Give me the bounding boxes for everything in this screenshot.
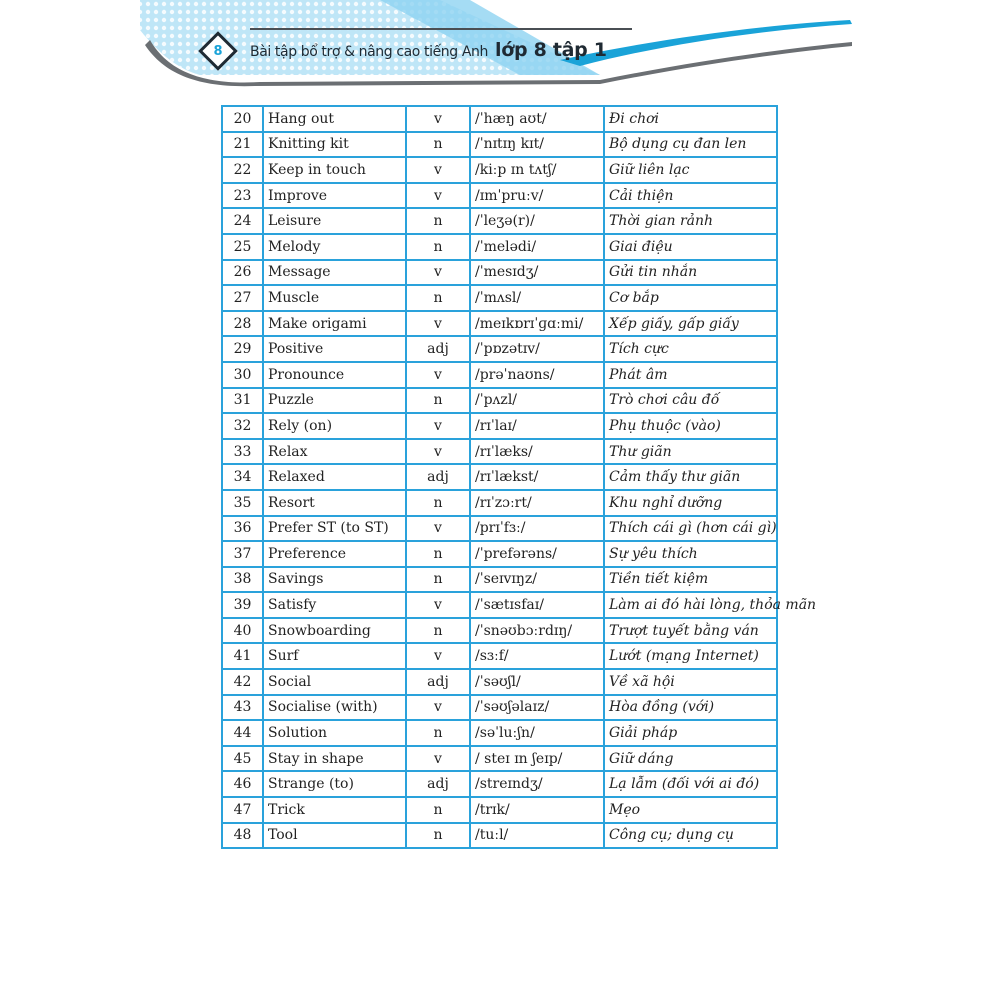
entry-meaning: Về xã hội <box>604 669 777 695</box>
running-header-title <box>250 39 607 61</box>
entry-word: Snowboarding <box>263 618 406 644</box>
table-row <box>222 183 777 209</box>
entry-part-of-speech: v <box>406 695 470 721</box>
entry-word: Message <box>263 260 406 286</box>
table-row <box>222 669 777 695</box>
entry-part-of-speech: adj <box>406 464 470 490</box>
entry-part-of-speech: n <box>406 234 470 260</box>
entry-word: Surf <box>263 643 406 669</box>
entry-part-of-speech: n <box>406 541 470 567</box>
entry-number: 48 <box>222 823 263 849</box>
entry-word: Prefer ST (to ST) <box>263 516 406 542</box>
entry-part-of-speech: v <box>406 643 470 669</box>
entry-word: Relaxed <box>263 464 406 490</box>
entry-word: Knitting kit <box>263 132 406 158</box>
table-row <box>222 388 777 414</box>
entry-number: 41 <box>222 643 263 669</box>
entry-part-of-speech: n <box>406 208 470 234</box>
entry-number: 24 <box>222 208 263 234</box>
entry-word: Rely (on) <box>263 413 406 439</box>
entry-part-of-speech: adj <box>406 771 470 797</box>
vocabulary-table <box>221 105 817 849</box>
entry-meaning: Hòa đồng (với) <box>604 695 777 721</box>
entry-pronunciation: /meɪkɒrɪˈɡɑːmi/ <box>470 311 604 337</box>
entry-number: 26 <box>222 260 263 286</box>
entry-part-of-speech: v <box>406 746 470 772</box>
entry-number: 33 <box>222 439 263 465</box>
entry-number: 36 <box>222 516 263 542</box>
entry-part-of-speech: n <box>406 388 470 414</box>
entry-part-of-speech: n <box>406 797 470 823</box>
entry-word: Relax <box>263 439 406 465</box>
entry-meaning: Giữ liên lạc <box>604 157 777 183</box>
entry-meaning: Mẹo <box>604 797 777 823</box>
entry-pronunciation: /ˈmesɪdʒ/ <box>470 260 604 286</box>
table-row <box>222 439 777 465</box>
entry-word: Socialise (with) <box>263 695 406 721</box>
entry-meaning: Tích cực <box>604 336 777 362</box>
entry-number: 43 <box>222 695 263 721</box>
entry-pronunciation: /ˈsnəʊbɔːrdɪŋ/ <box>470 618 604 644</box>
table-row <box>222 746 777 772</box>
entry-pronunciation: /ˈsætɪsfaɪ/ <box>470 592 604 618</box>
book-grade: lớp 8 tập 1 <box>495 39 607 61</box>
entry-number: 35 <box>222 490 263 516</box>
entry-pronunciation: /ˈpɒzətɪv/ <box>470 336 604 362</box>
table-row <box>222 720 777 746</box>
entry-pronunciation: /ˈnɪtɪŋ kɪt/ <box>470 132 604 158</box>
entry-meaning: Phụ thuộc (vào) <box>604 413 777 439</box>
entry-word: Savings <box>263 567 406 593</box>
entry-meaning: Giải pháp <box>604 720 777 746</box>
entry-number: 22 <box>222 157 263 183</box>
entry-part-of-speech: n <box>406 285 470 311</box>
entry-meaning: Thời gian rảnh <box>604 208 777 234</box>
entry-meaning: Lướt (mạng Internet) <box>604 643 777 669</box>
entry-number: 31 <box>222 388 263 414</box>
entry-number: 39 <box>222 592 263 618</box>
entry-number: 23 <box>222 183 263 209</box>
entry-word: Melody <box>263 234 406 260</box>
page-number: 8 <box>213 43 223 59</box>
entry-meaning: Bộ dụng cụ đan len <box>604 132 777 158</box>
table-row <box>222 592 777 618</box>
entry-part-of-speech: n <box>406 823 470 849</box>
entry-meaning: Khu nghỉ dưỡng <box>604 490 777 516</box>
entry-meaning: Gửi tin nhắn <box>604 260 777 286</box>
entry-pronunciation: /ˈmelədi/ <box>470 234 604 260</box>
entry-part-of-speech: n <box>406 567 470 593</box>
entry-meaning: Cảm thấy thư giãn <box>604 464 777 490</box>
entry-pronunciation: /ˈhæŋ aʊt/ <box>470 106 604 132</box>
entry-word: Trick <box>263 797 406 823</box>
page-number-badge <box>204 37 232 65</box>
entry-meaning: Trò chơi câu đố <box>604 388 777 414</box>
entry-pronunciation: /rɪˈzɔːrt/ <box>470 490 604 516</box>
vocabulary-table-body <box>222 106 817 848</box>
entry-part-of-speech: n <box>406 618 470 644</box>
entry-pronunciation: /tuːl/ <box>470 823 604 849</box>
entry-meaning: Phát âm <box>604 362 777 388</box>
table-row <box>222 157 777 183</box>
entry-pronunciation: /sɜːf/ <box>470 643 604 669</box>
table-row <box>222 464 777 490</box>
table-row <box>222 567 777 593</box>
entry-meaning: Lạ lẫm (đối với ai đó) <box>604 771 777 797</box>
table-row <box>222 208 777 234</box>
page-header <box>0 0 1000 100</box>
entry-part-of-speech: v <box>406 157 470 183</box>
entry-pronunciation: /ˈprefərəns/ <box>470 541 604 567</box>
entry-pronunciation: /ˈmʌsl/ <box>470 285 604 311</box>
entry-part-of-speech: adj <box>406 669 470 695</box>
entry-word: Tool <box>263 823 406 849</box>
entry-word: Satisfy <box>263 592 406 618</box>
entry-word: Improve <box>263 183 406 209</box>
entry-number: 42 <box>222 669 263 695</box>
entry-word: Keep in touch <box>263 157 406 183</box>
entry-word: Solution <box>263 720 406 746</box>
entry-number: 40 <box>222 618 263 644</box>
entry-meaning: Cơ bắp <box>604 285 777 311</box>
entry-word: Strange (to) <box>263 771 406 797</box>
table-row <box>222 413 777 439</box>
entry-part-of-speech: n <box>406 132 470 158</box>
table-row <box>222 823 777 849</box>
entry-number: 44 <box>222 720 263 746</box>
entry-pronunciation: /ˈsəʊʃl/ <box>470 669 604 695</box>
table-row <box>222 132 777 158</box>
table-row <box>222 260 777 286</box>
entry-word: Leisure <box>263 208 406 234</box>
entry-number: 29 <box>222 336 263 362</box>
entry-pronunciation: /ˈleʒə(r)/ <box>470 208 604 234</box>
entry-meaning: Tiền tiết kiệm <box>604 567 777 593</box>
entry-meaning: Trượt tuyết bằng ván <box>604 618 777 644</box>
entry-pronunciation: / steɪ ɪn ʃeɪp/ <box>470 746 604 772</box>
entry-word: Pronounce <box>263 362 406 388</box>
table-row <box>222 797 777 823</box>
entry-number: 47 <box>222 797 263 823</box>
table-row <box>222 106 777 132</box>
table-row <box>222 771 777 797</box>
entry-pronunciation: /trɪk/ <box>470 797 604 823</box>
entry-number: 27 <box>222 285 263 311</box>
table-row <box>222 362 777 388</box>
table-row <box>222 541 777 567</box>
entry-word: Puzzle <box>263 388 406 414</box>
entry-number: 46 <box>222 771 263 797</box>
entry-part-of-speech: v <box>406 183 470 209</box>
entry-pronunciation: /ˈseɪvɪŋz/ <box>470 567 604 593</box>
entry-pronunciation: /ˈpʌzl/ <box>470 388 604 414</box>
entry-word: Preference <box>263 541 406 567</box>
entry-meaning: Cải thiện <box>604 183 777 209</box>
entry-number: 34 <box>222 464 263 490</box>
table-row <box>222 311 777 337</box>
entry-part-of-speech: adj <box>406 336 470 362</box>
entry-word: Hang out <box>263 106 406 132</box>
entry-pronunciation: /prəˈnaʊns/ <box>470 362 604 388</box>
entry-meaning: Giai điệu <box>604 234 777 260</box>
entry-meaning: Thư giãn <box>604 439 777 465</box>
entry-part-of-speech: v <box>406 106 470 132</box>
entry-part-of-speech: v <box>406 439 470 465</box>
entry-number: 28 <box>222 311 263 337</box>
table-row <box>222 643 777 669</box>
entry-number: 20 <box>222 106 263 132</box>
table-row <box>222 336 777 362</box>
entry-meaning: Thích cái gì (hơn cái gì) <box>604 516 777 542</box>
entry-pronunciation: /rɪˈlækst/ <box>470 464 604 490</box>
entry-part-of-speech: v <box>406 260 470 286</box>
entry-meaning: Xếp giấy, gấp giấy <box>604 311 777 337</box>
entry-meaning: Sự yêu thích <box>604 541 777 567</box>
entry-part-of-speech: n <box>406 490 470 516</box>
entry-number: 37 <box>222 541 263 567</box>
entry-part-of-speech: v <box>406 362 470 388</box>
entry-part-of-speech: n <box>406 720 470 746</box>
entry-meaning: Giữ dáng <box>604 746 777 772</box>
entry-part-of-speech: v <box>406 516 470 542</box>
entry-word: Stay in shape <box>263 746 406 772</box>
entry-number: 32 <box>222 413 263 439</box>
table-row <box>222 490 777 516</box>
entry-pronunciation: /streɪndʒ/ <box>470 771 604 797</box>
table-row <box>222 695 777 721</box>
entry-number: 30 <box>222 362 263 388</box>
entry-meaning: Đi chơi <box>604 106 777 132</box>
entry-pronunciation: /kiːp ɪn tʌtʃ/ <box>470 157 604 183</box>
entry-pronunciation: /rɪˈlaɪ/ <box>470 413 604 439</box>
entry-meaning: Công cụ; dụng cụ <box>604 823 777 849</box>
entry-meaning: Làm ai đó hài lòng, thỏa mãn <box>604 592 777 618</box>
table-row <box>222 516 777 542</box>
entry-part-of-speech: v <box>406 413 470 439</box>
entry-number: 25 <box>222 234 263 260</box>
entry-pronunciation: /rɪˈlæks/ <box>470 439 604 465</box>
table-row <box>222 618 777 644</box>
entry-pronunciation: /prɪˈfɜː/ <box>470 516 604 542</box>
table-row <box>222 285 777 311</box>
entry-number: 21 <box>222 132 263 158</box>
entry-pronunciation: /ˈsəʊʃəlaɪz/ <box>470 695 604 721</box>
entry-part-of-speech: v <box>406 311 470 337</box>
table-row <box>222 234 777 260</box>
entry-word: Make origami <box>263 311 406 337</box>
entry-word: Positive <box>263 336 406 362</box>
entry-part-of-speech: v <box>406 592 470 618</box>
book-title: Bài tập bổ trợ & nâng cao tiếng Anh <box>250 44 488 60</box>
entry-word: Muscle <box>263 285 406 311</box>
entry-number: 38 <box>222 567 263 593</box>
entry-word: Resort <box>263 490 406 516</box>
entry-word: Social <box>263 669 406 695</box>
entry-pronunciation: /səˈluːʃn/ <box>470 720 604 746</box>
entry-pronunciation: /ɪmˈpruːv/ <box>470 183 604 209</box>
entry-number: 45 <box>222 746 263 772</box>
